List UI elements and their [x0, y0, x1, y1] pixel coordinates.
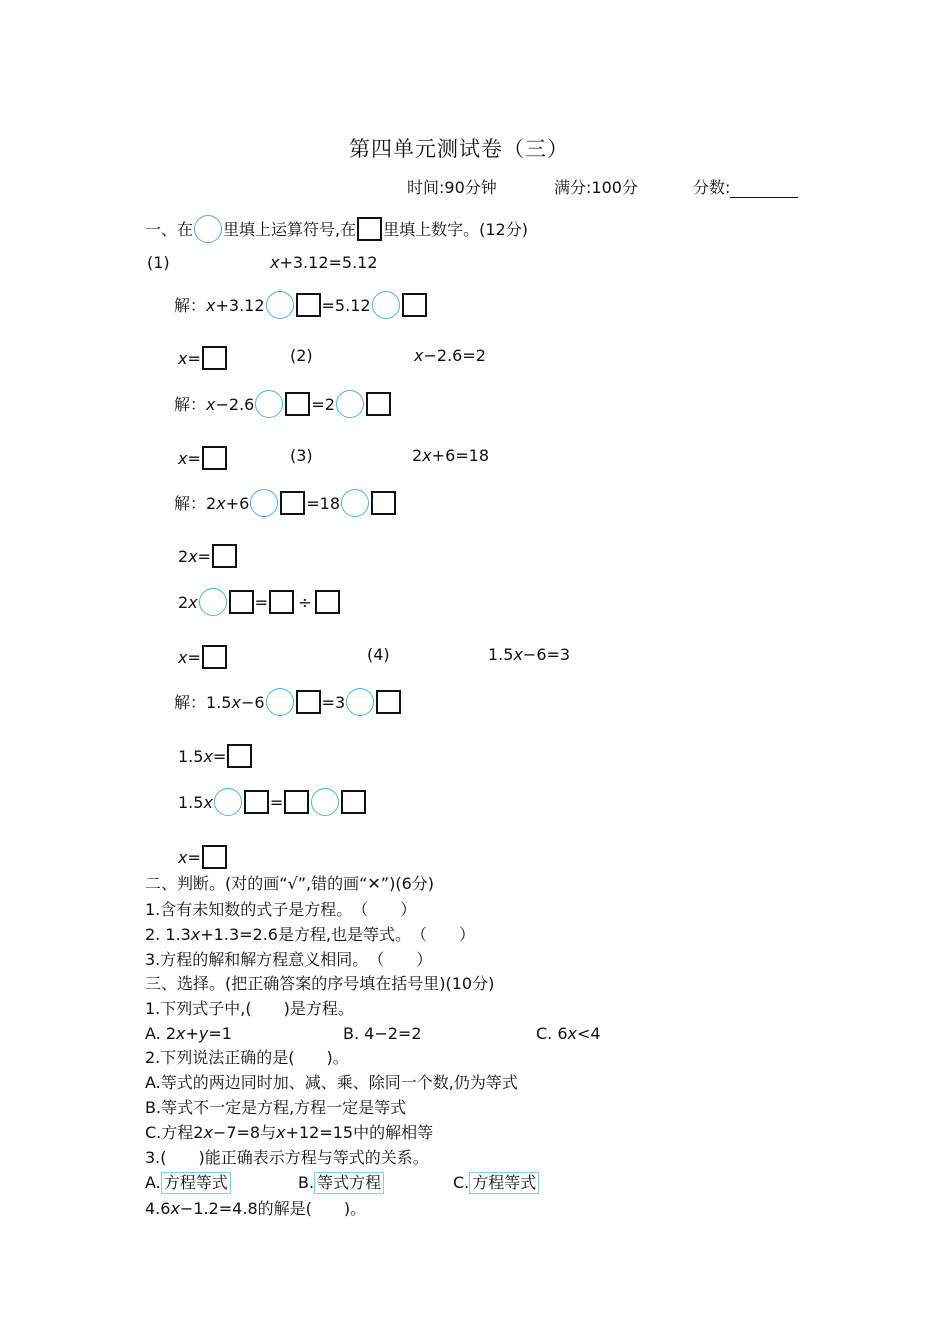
number-box[interactable] — [341, 790, 366, 814]
operator-circle[interactable] — [250, 489, 278, 517]
circle-symbol — [194, 215, 222, 243]
number-box[interactable] — [371, 491, 396, 515]
venn-diagram-c: 方程等式 — [469, 1172, 539, 1194]
q4-step1: 1.5x= — [178, 744, 253, 768]
operator-circle[interactable] — [266, 688, 294, 716]
number-box[interactable] — [402, 293, 427, 317]
q4-step2: 1.5x = — [178, 788, 367, 816]
choice-q1-option-a: A. 2x+y=1 — [145, 1024, 232, 1043]
judge-item-2: 2. 1.3x+1.3=2.6是方程,也是等式。 （ ） — [145, 925, 476, 944]
number-box[interactable] — [202, 446, 227, 470]
section1-text-c: 里填上数字。(12分) — [383, 220, 528, 239]
number-box[interactable] — [296, 293, 321, 317]
venn-diagram-a: 方程等式 — [161, 1172, 231, 1194]
q1-answer-line: x= — [178, 346, 228, 370]
time-limit: 时间:90分钟 — [407, 178, 497, 197]
choice-q2-option-b: B.等式不一定是方程,方程一定是等式 — [145, 1098, 407, 1117]
operator-circle[interactable] — [311, 788, 339, 816]
q1-solution-line: 解：x+3.12 =5.12 — [174, 291, 428, 319]
operator-circle[interactable] — [341, 489, 369, 517]
q1-number: (1) — [147, 253, 170, 272]
number-box[interactable] — [202, 645, 227, 669]
choice-q3: 3.( )能正确表示方程与等式的关系。 — [145, 1148, 429, 1167]
score-blank[interactable] — [730, 183, 798, 198]
choice-q3-option-c: C. 方程等式 — [453, 1172, 539, 1194]
choice-q3-option-a: A. 方程等式 — [145, 1172, 231, 1194]
operator-circle[interactable] — [346, 688, 374, 716]
venn-diagram-b: 等式方程 — [314, 1172, 384, 1194]
section1-heading — [145, 215, 528, 243]
q3-number: (3) — [290, 446, 313, 465]
choice-q1-option-b: B. 4−2=2 — [343, 1024, 422, 1043]
q3-step1: 2x= — [178, 544, 238, 568]
q3-solution-line: 解：2x+6 =18 — [174, 489, 397, 517]
number-box[interactable] — [366, 392, 391, 416]
square-symbol — [357, 217, 382, 241]
operator-circle[interactable] — [199, 588, 227, 616]
choice-q3-option-b: B. 等式方程 — [298, 1172, 384, 1194]
q2-number: (2) — [290, 346, 313, 365]
q2-answer-line: x= — [178, 446, 228, 470]
number-box[interactable] — [244, 790, 269, 814]
number-box[interactable] — [212, 544, 237, 568]
q3-equation: 2x+6=18 — [412, 446, 490, 465]
judge-item-3: 3.方程的解和解方程意义相同。 （ ） — [145, 950, 433, 969]
number-box[interactable] — [296, 690, 321, 714]
operator-circle[interactable] — [336, 390, 364, 418]
operator-circle[interactable] — [255, 390, 283, 418]
judge-item-1: 1.含有未知数的式子是方程。 （ ） — [145, 900, 417, 919]
section3-heading: 三、选择。(把正确答案的序号填在括号里)(10分) — [145, 974, 495, 993]
number-box[interactable] — [227, 744, 252, 768]
q4-answer-line: x= — [178, 845, 228, 869]
score-field[interactable] — [693, 178, 798, 198]
choice-q1: 1.下列式子中,( )是方程。 — [145, 999, 354, 1018]
operator-circle[interactable] — [214, 788, 242, 816]
operator-circle[interactable] — [372, 291, 400, 319]
q4-number: (4) — [367, 645, 390, 664]
number-box[interactable] — [229, 590, 254, 614]
choice-q1-option-c: C. 6x<4 — [536, 1024, 601, 1043]
number-box[interactable] — [315, 590, 340, 614]
number-box[interactable] — [284, 790, 309, 814]
q1-equation: x+3.12=5.12 — [270, 253, 378, 272]
number-box[interactable] — [376, 690, 401, 714]
q3-step2: 2x = ÷ — [178, 588, 341, 616]
choice-q2-option-a: A.等式的两边同时加、减、乘、除同一个数,仍为等式 — [145, 1073, 518, 1092]
page-title: 第四单元测试卷（三） — [349, 137, 569, 161]
number-box[interactable] — [285, 392, 310, 416]
operator-circle[interactable] — [266, 291, 294, 319]
q4-solution-line: 解：1.5x−6 =3 — [174, 688, 402, 716]
score-label: 分数: — [693, 178, 731, 197]
q3-answer-line: x= — [178, 645, 228, 669]
number-box[interactable] — [269, 590, 294, 614]
number-box[interactable] — [280, 491, 305, 515]
choice-q2-option-c: C.方程2x−7=8与x+12=15中的解相等 — [145, 1123, 434, 1142]
section1-text-a: 一、在 — [145, 220, 194, 239]
q4-equation: 1.5x−6=3 — [488, 645, 571, 664]
q2-equation: x−2.6=2 — [414, 346, 486, 365]
choice-q2: 2.下列说法正确的是( )。 — [145, 1048, 349, 1067]
full-score: 满分:100分 — [554, 178, 638, 197]
number-box[interactable] — [202, 346, 227, 370]
number-box[interactable] — [202, 845, 227, 869]
choice-q4: 4.6x−1.2=4.8的解是( )。 — [145, 1199, 367, 1218]
section1-text-b: 里填上运算符号,在 — [223, 220, 357, 239]
q2-solution-line: 解：x−2.6 =2 — [174, 390, 392, 418]
section2-heading: 二、判断。(对的画“√”,错的画“✕”)(6分) — [145, 874, 434, 893]
